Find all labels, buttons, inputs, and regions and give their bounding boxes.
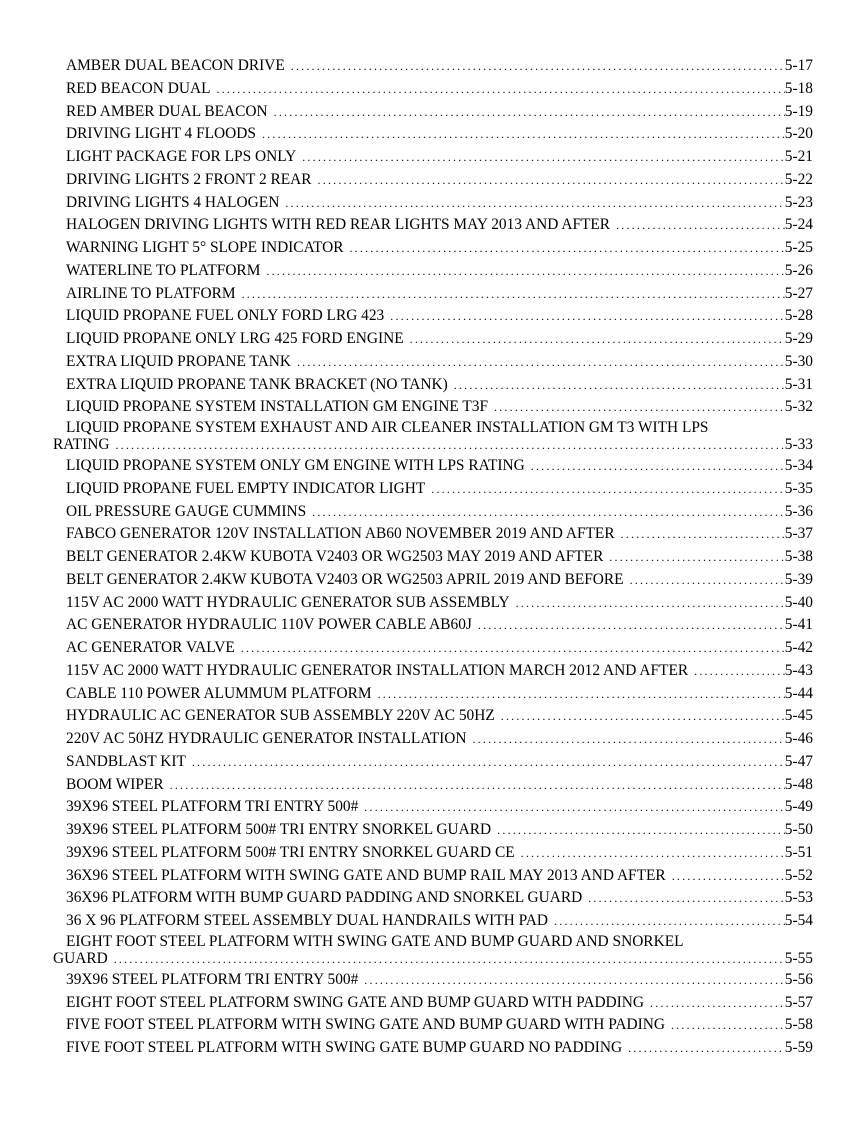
toc-entry[interactable] xyxy=(53,455,813,478)
dot-leader xyxy=(466,728,784,751)
toc-entry-title: 39X96 STEEL PLATFORM TRI ENTRY 500# xyxy=(66,970,359,988)
toc-entry-page: 5-28 xyxy=(784,307,813,325)
toc-entry-title: 115V AC 2000 WATT HYDRAULIC GENERATOR INSTALLATION MARCH 2012 AND AFTER xyxy=(66,661,689,679)
toc-entry-page: 5-45 xyxy=(784,707,813,725)
toc-entry[interactable] xyxy=(53,260,813,283)
toc-entry-page: 5-48 xyxy=(784,775,813,793)
toc-entry-title: 39X96 STEEL PLATFORM TRI ENTRY 500# xyxy=(66,798,359,816)
toc-entry-title: AMBER DUAL BEACON DRIVE xyxy=(66,57,285,74)
toc-entry-title: OIL PRESSURE GAUGE CUMMINS xyxy=(66,502,307,520)
dot-leader xyxy=(358,796,784,819)
toc-entry-title: EXTRA LIQUID PROPANE TANK xyxy=(66,352,291,370)
dot-leader xyxy=(665,1014,785,1037)
toc-entry-page: 5-49 xyxy=(784,798,813,816)
toc-entry[interactable] xyxy=(53,283,813,306)
dot-leader xyxy=(448,374,785,397)
toc-entry-title: HALOGEN DRIVING LIGHTS WITH RED REAR LIGHTS MAY 2013 AND AFTER xyxy=(66,216,611,234)
toc-entry[interactable] xyxy=(53,705,813,728)
toc-entry-page: 5-27 xyxy=(784,284,813,302)
dot-leader xyxy=(260,260,784,283)
dot-leader xyxy=(211,78,785,101)
toc-entry-title: 39X96 STEEL PLATFORM 500# TRI ENTRY SNORKEL GUARD CE xyxy=(66,843,515,861)
toc-entry-title: BOOM WIPER xyxy=(66,775,164,793)
toc-entry-title: EIGHT FOOT STEEL PLATFORM WITH SWING GATE AND BUMP GUARD AND SNORKEL xyxy=(66,932,684,950)
dot-leader xyxy=(615,523,785,546)
toc-entry[interactable] xyxy=(53,1014,813,1037)
toc-entry[interactable] xyxy=(53,887,813,910)
dot-leader xyxy=(525,455,785,478)
toc-entry-title: FABCO GENERATOR 120V INSTALLATION AB60 NOVEMBER 2019 AND AFTER xyxy=(66,525,615,543)
dot-leader xyxy=(164,774,785,797)
toc-entry[interactable] xyxy=(53,819,813,842)
toc-entry-page: 5-57 xyxy=(784,993,813,1011)
toc-entry-page: 5-59 xyxy=(784,1039,813,1056)
toc-entry-title: LIQUID PROPANE FUEL EMPTY INDICATOR LIGHT xyxy=(66,479,426,497)
toc-entry-title: LIQUID PROPANE ONLY LRG 425 FORD ENGINE xyxy=(66,330,404,347)
toc-entry[interactable] xyxy=(53,865,813,888)
toc-entry[interactable] xyxy=(53,546,813,569)
toc-entry-title-continued: GUARD xyxy=(53,949,108,967)
toc-entry[interactable] xyxy=(53,123,813,146)
toc-entry-title: LIQUID PROPANE SYSTEM INSTALLATION GM ENGINE T3F xyxy=(66,398,489,416)
toc-entry-title: DRIVING LIGHTS 2 FRONT 2 REAR xyxy=(66,170,312,188)
toc-entry-title: HYDRAULIC AC GENERATOR SUB ASSEMBLY 220V AC 50HZ xyxy=(66,707,495,725)
dot-leader xyxy=(488,396,785,419)
toc-entry-page: 5-22 xyxy=(784,170,813,188)
toc-entry-page: 5-34 xyxy=(784,457,813,474)
toc-entry-page: 5-26 xyxy=(784,261,813,279)
toc-entry-title: AIRLINE TO PLATFORM xyxy=(66,284,236,302)
toc-entry-title: WATERLINE TO PLATFORM xyxy=(66,261,261,279)
toc-entry-title: 36 X 96 PLATFORM STEEL ASSEMBLY DUAL HANDRAILS WITH PAD xyxy=(66,912,549,929)
toc-entry[interactable] xyxy=(53,842,813,865)
toc-entry[interactable] xyxy=(53,660,813,683)
toc-entry-title: BELT GENERATOR 2.4KW KUBOTA V2403 OR WG2503 MAY 2019 AND AFTER xyxy=(66,548,604,565)
toc-entry[interactable] xyxy=(53,637,813,660)
toc-entry-title: LIGHT PACKAGE FOR LPS ONLY xyxy=(66,148,297,165)
toc-entry-title: 36X96 PLATFORM WITH BUMP GUARD PADDING AND SNORKEL GUARD xyxy=(66,889,583,907)
toc-entry[interactable] xyxy=(53,614,813,637)
toc-entry-title: FIVE FOOT STEEL PLATFORM WITH SWING GATE BUMP GUARD NO PADDING xyxy=(66,1039,623,1056)
toc-entry-page: 5-38 xyxy=(784,548,813,565)
toc-entry-page: 5-36 xyxy=(784,502,813,520)
toc-entry[interactable] xyxy=(53,146,813,169)
dot-leader xyxy=(256,123,785,146)
toc-entry-title: 39X96 STEEL PLATFORM 500# TRI ENTRY SNORKEL GUARD xyxy=(66,821,492,838)
toc-entry[interactable] xyxy=(53,305,813,328)
toc-entry-page: 5-58 xyxy=(784,1016,813,1034)
toc-entry-page: 5-54 xyxy=(784,912,813,929)
toc-entry-page: 5-19 xyxy=(784,102,813,120)
toc-entry[interactable] xyxy=(53,214,813,237)
toc-entry-title: CABLE 110 POWER ALUMMUM PLATFORM xyxy=(66,684,372,702)
toc-entry-page: 5-55 xyxy=(784,949,813,967)
dot-leader xyxy=(343,237,784,260)
table-of-contents xyxy=(53,55,813,1060)
dot-leader xyxy=(279,192,784,215)
toc-entry[interactable] xyxy=(53,751,813,774)
dot-leader xyxy=(688,660,785,683)
toc-entry-page: 5-18 xyxy=(784,79,813,97)
toc-entry-title: EIGHT FOOT STEEL PLATFORM SWING GATE AND BUMP GUARD WITH PADDING xyxy=(66,993,645,1011)
toc-entry[interactable] xyxy=(53,933,813,969)
toc-entry-title: FIVE FOOT STEEL PLATFORM WITH SWING GATE AND BUMP GUARD WITH PADING xyxy=(66,1016,665,1034)
dot-leader xyxy=(109,437,784,454)
toc-entry-title: DRIVING LIGHT 4 FLOODS xyxy=(66,125,256,143)
dot-leader xyxy=(666,865,785,888)
dot-leader xyxy=(404,328,785,351)
toc-entry[interactable] xyxy=(53,419,813,455)
toc-entry-page: 5-47 xyxy=(784,752,813,770)
toc-entry-title: AC GENERATOR VALVE xyxy=(66,639,235,656)
toc-entry-title: DRIVING LIGHTS 4 HALOGEN xyxy=(66,193,280,211)
toc-entry-page: 5-32 xyxy=(784,398,813,416)
toc-entry-page: 5-43 xyxy=(784,661,813,679)
dot-leader xyxy=(235,637,785,660)
toc-entry-title: 115V AC 2000 WATT HYDRAULIC GENERATOR SUB ASSEMBLY xyxy=(66,593,510,611)
toc-entry-page: 5-30 xyxy=(784,352,813,370)
toc-entry[interactable] xyxy=(53,523,813,546)
toc-entry-page: 5-53 xyxy=(784,889,813,907)
dot-leader xyxy=(306,501,785,524)
toc-entry-page: 5-25 xyxy=(784,239,813,256)
toc-entry-page: 5-52 xyxy=(784,866,813,884)
toc-entry-page: 5-20 xyxy=(784,125,813,143)
dot-leader xyxy=(582,887,785,910)
toc-entry[interactable] xyxy=(53,774,813,797)
toc-entry[interactable] xyxy=(53,478,813,501)
toc-entry[interactable] xyxy=(53,728,813,751)
toc-entry[interactable] xyxy=(53,1037,813,1060)
dot-leader xyxy=(312,169,785,192)
dot-leader xyxy=(622,1037,785,1060)
dot-leader xyxy=(644,992,785,1015)
toc-entry-page: 5-44 xyxy=(784,684,813,702)
toc-entry-title: LIQUID PROPANE FUEL ONLY FORD LRG 423 xyxy=(66,307,385,325)
toc-entry[interactable] xyxy=(53,592,813,615)
toc-entry[interactable] xyxy=(53,569,813,592)
toc-entry-title: LIQUID PROPANE SYSTEM EXHAUST AND AIR CLEANER INSTALLATION GM T3 WITH LPS xyxy=(66,419,709,436)
dot-leader xyxy=(296,146,785,169)
dot-leader xyxy=(372,683,785,706)
toc-entry-page: 5-39 xyxy=(784,570,813,588)
dot-leader xyxy=(384,305,785,328)
toc-entry-title-continued: RATING xyxy=(53,436,110,453)
toc-entry-title: RED AMBER DUAL BEACON xyxy=(66,102,268,120)
dot-leader xyxy=(108,951,785,968)
toc-entry[interactable] xyxy=(53,969,813,992)
dot-leader xyxy=(291,351,785,374)
toc-entry-title: LIQUID PROPANE SYSTEM ONLY GM ENGINE WITH LPS RATING xyxy=(66,457,525,474)
toc-entry[interactable] xyxy=(53,351,813,374)
toc-entry[interactable] xyxy=(53,796,813,819)
toc-entry-page: 5-29 xyxy=(784,330,813,347)
dot-leader xyxy=(548,910,785,933)
dot-leader xyxy=(425,478,785,501)
toc-entry[interactable] xyxy=(53,683,813,706)
toc-entry-page: 5-46 xyxy=(784,730,813,747)
toc-entry-title: WARNING LIGHT 5° SLOPE INDICATOR xyxy=(66,239,344,256)
toc-entry-title: SANDBLAST KIT xyxy=(66,752,186,770)
dot-leader xyxy=(510,592,785,615)
dot-leader xyxy=(491,819,785,842)
dot-leader xyxy=(268,101,785,124)
toc-entry-page: 5-31 xyxy=(784,375,813,393)
toc-entry-page: 5-50 xyxy=(784,821,813,838)
dot-leader xyxy=(472,614,785,637)
dot-leader xyxy=(610,214,785,237)
toc-entry-title: EXTRA LIQUID PROPANE TANK BRACKET (NO TANK) xyxy=(66,375,448,393)
toc-entry[interactable] xyxy=(53,169,813,192)
toc-entry-page: 5-42 xyxy=(784,639,813,656)
toc-entry-page: 5-37 xyxy=(784,525,813,543)
toc-entry-page: 5-35 xyxy=(784,479,813,497)
toc-entry[interactable] xyxy=(53,396,813,419)
toc-entry[interactable] xyxy=(53,78,813,101)
dot-leader xyxy=(186,751,785,774)
dot-leader xyxy=(515,842,785,865)
toc-entry[interactable] xyxy=(53,237,813,260)
toc-entry-page: 5-56 xyxy=(784,970,813,988)
toc-entry-title: BELT GENERATOR 2.4KW KUBOTA V2403 OR WG2503 APRIL 2019 AND BEFORE xyxy=(66,570,624,588)
toc-entry[interactable] xyxy=(53,328,813,351)
toc-entry[interactable] xyxy=(53,992,813,1015)
toc-entry[interactable] xyxy=(53,101,813,124)
toc-entry-page: 5-33 xyxy=(784,436,813,453)
toc-entry-page: 5-51 xyxy=(784,843,813,861)
toc-entry[interactable] xyxy=(53,192,813,215)
toc-entry[interactable] xyxy=(53,910,813,933)
dot-leader xyxy=(285,55,785,78)
toc-entry-title: 36X96 STEEL PLATFORM WITH SWING GATE AND BUMP RAIL MAY 2013 AND AFTER xyxy=(66,866,666,884)
dot-leader xyxy=(236,283,785,306)
toc-entry-title: AC GENERATOR HYDRAULIC 110V POWER CABLE AB60J xyxy=(66,616,472,634)
dot-leader xyxy=(603,546,784,569)
toc-entry-page: 5-23 xyxy=(784,193,813,211)
toc-entry-page: 5-17 xyxy=(784,57,813,74)
toc-entry-page: 5-21 xyxy=(784,148,813,165)
dot-leader xyxy=(358,969,784,992)
toc-entry[interactable] xyxy=(53,501,813,524)
toc-entry-page: 5-40 xyxy=(784,593,813,611)
dot-leader xyxy=(495,705,785,728)
toc-entry-title: RED BEACON DUAL xyxy=(66,79,211,97)
toc-entry-page: 5-24 xyxy=(784,216,813,234)
toc-entry[interactable] xyxy=(53,374,813,397)
toc-entry[interactable] xyxy=(53,55,813,78)
dot-leader xyxy=(624,569,785,592)
toc-entry-page: 5-41 xyxy=(784,616,813,634)
toc-entry-title: 220V AC 50HZ HYDRAULIC GENERATOR INSTALLATION xyxy=(66,730,467,747)
